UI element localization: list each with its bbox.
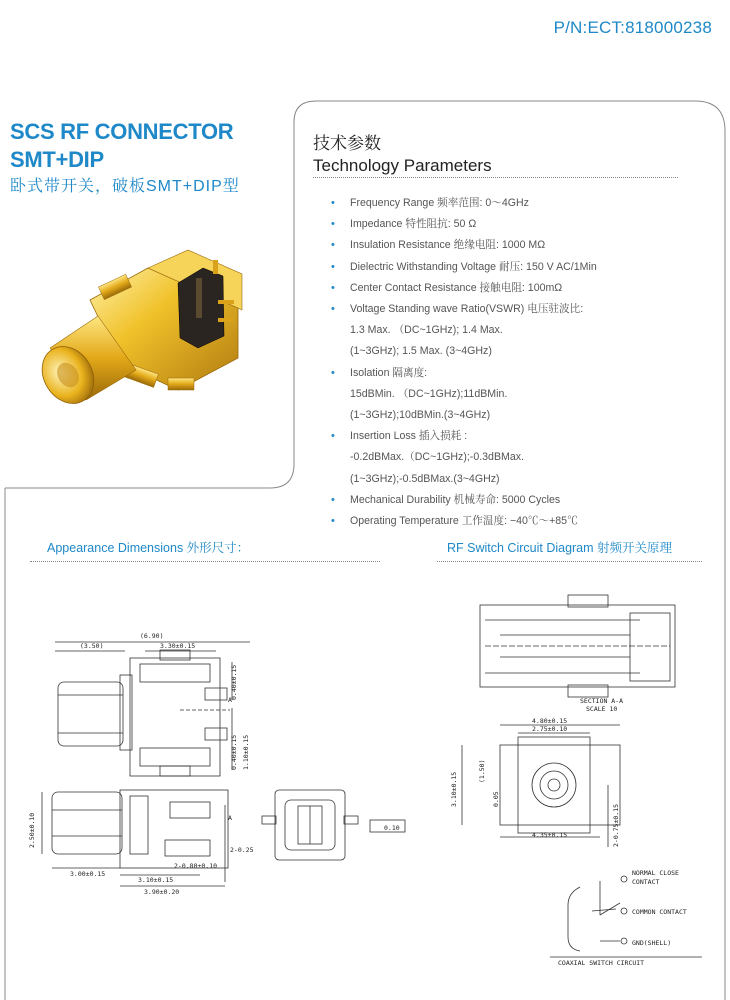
section-label: SECTION A-A xyxy=(580,697,624,705)
params-title-en: Technology Parameters xyxy=(313,156,492,175)
appearance-drawing xyxy=(20,620,420,900)
dim-2-50: 2.50±0.10 xyxy=(28,812,36,848)
param-item xyxy=(330,426,690,490)
section-mark-a1: A xyxy=(228,814,232,822)
normal-close-label: NORMAL CLOSE xyxy=(632,869,679,877)
scale-label: SCALE 10 xyxy=(586,705,618,713)
param-text: Frequency Range 频率范围: 0～4GHz xyxy=(350,197,529,209)
dim-0-40-bottom: 0.40±0.15 xyxy=(230,734,238,770)
param-item xyxy=(330,278,690,299)
param-item xyxy=(330,235,690,256)
flatness-label: 0.10 xyxy=(384,824,400,832)
appearance-divider xyxy=(30,561,380,562)
param-text: 15dBMin. （DC~1GHz);11dBMin. xyxy=(350,387,508,400)
dim-1-50: (1.50) xyxy=(478,759,486,783)
param-text: Dielectric Withstanding Voltage 耐压: 150 V AC/1Min xyxy=(350,260,597,273)
dim-1-10: 1.10±0.15 xyxy=(242,734,250,770)
bullet-icon: • xyxy=(331,493,335,506)
circuit-title: RF Switch Circuit Diagram 射频开关原理 xyxy=(447,541,673,555)
bullet-icon: • xyxy=(331,515,335,528)
circuit-caption: COAXIAL SWITCH CIRCUIT xyxy=(558,959,645,967)
param-text: Voltage Standing wave Ratio(VSWR) 电压驻波比: xyxy=(350,303,584,316)
param-text: Isolation 隔离度: xyxy=(350,366,428,379)
bullet-icon: • xyxy=(331,366,335,379)
param-item xyxy=(330,363,690,427)
param-text: Insulation Resistance 绝缘电阻: 1000 MΩ xyxy=(350,239,546,252)
bullet-icon: • xyxy=(331,197,335,209)
param-text: Operating Temperature 工作温度: −40℃～+85℃ xyxy=(350,515,578,528)
param-item xyxy=(330,490,690,511)
bullet-icon: • xyxy=(331,218,335,231)
connector-photo xyxy=(28,238,258,418)
dim-3-50: (3.50) xyxy=(80,642,104,650)
dim-3-10-b: 3.10±0.15 xyxy=(450,771,458,807)
param-text: Center Contact Resistance 接触电阻: 100mΩ xyxy=(350,281,563,294)
common-contact-label: COMMON CONTACT xyxy=(632,908,687,916)
param-item xyxy=(330,511,690,532)
gnd-label: GND(SHELL) xyxy=(632,939,672,947)
params-title-cn: 技术参数 xyxy=(313,134,381,153)
dim-3-00: 3.00±0.15 xyxy=(70,870,106,878)
dim-0-80: 2-0.80±0.10 xyxy=(174,862,218,870)
param-text: -0.2dBMax.（DC~1GHz);-0.3dBMax. xyxy=(350,451,524,464)
dim-0-40-top: 0.40±0.15 xyxy=(230,664,238,700)
title-line-1: SCS RF CONNECTOR xyxy=(10,119,234,144)
param-text: (1~3GHz);10dBMin.(3~4GHz) xyxy=(350,409,491,422)
dim-3-90: 3.90±0.20 xyxy=(144,888,180,896)
product-title xyxy=(10,118,240,198)
dim-6-90: (6.90) xyxy=(140,632,164,640)
bullet-icon: • xyxy=(331,281,335,294)
bullet-icon: • xyxy=(331,239,335,252)
title-line-2: SMT+DIP xyxy=(10,147,104,172)
contact-label: CONTACT xyxy=(632,878,660,886)
bullet-icon: • xyxy=(331,260,335,273)
appearance-title: Appearance Dimensions 外形尺寸： xyxy=(47,541,250,555)
params-divider xyxy=(313,177,678,178)
dim-0-75: 2-0.75±0.15 xyxy=(612,803,620,847)
param-item xyxy=(330,193,690,214)
param-text: (1~3GHz);-0.5dBMax.(3~4GHz) xyxy=(350,472,500,485)
dim-4-35: 4.35±0.15 xyxy=(532,831,568,839)
title-line-3: 卧式带开关，破板SMT+DIP型 xyxy=(10,178,240,195)
param-text: 1.3 Max. （DC~1GHz); 1.4 Max. xyxy=(350,324,503,337)
dim-3-10: 3.10±0.15 xyxy=(138,876,174,884)
param-text: Impedance 特性阻抗: 50 Ω xyxy=(350,218,477,231)
param-text: (1~3GHz); 1.5 Max. (3~4GHz) xyxy=(350,345,492,358)
bullet-icon: • xyxy=(331,430,335,443)
param-item xyxy=(330,299,690,363)
param-text: Insertion Loss 插入损耗 : xyxy=(350,430,468,443)
dim-0-25: 2-0.25 xyxy=(230,846,254,854)
param-text: Mechanical Durability 机械寿命: 5000 Cycles xyxy=(350,493,561,506)
params-heading xyxy=(313,133,492,177)
part-number: P/N:ECT:818000238 xyxy=(553,18,712,37)
dim-0-05: 0.05 xyxy=(492,791,500,807)
params-list xyxy=(330,193,690,532)
dim-3-30: 3.30±0.15 xyxy=(160,642,196,650)
circuit-drawing xyxy=(440,585,720,985)
param-item xyxy=(330,257,690,278)
circuit-divider xyxy=(437,561,702,562)
param-item xyxy=(330,214,690,235)
bullet-icon: • xyxy=(331,303,335,316)
section-mark-a2: A xyxy=(228,696,232,704)
dim-2-75: 2.75±0.10 xyxy=(532,725,568,733)
dim-4-80: 4.80±0.15 xyxy=(532,717,568,725)
